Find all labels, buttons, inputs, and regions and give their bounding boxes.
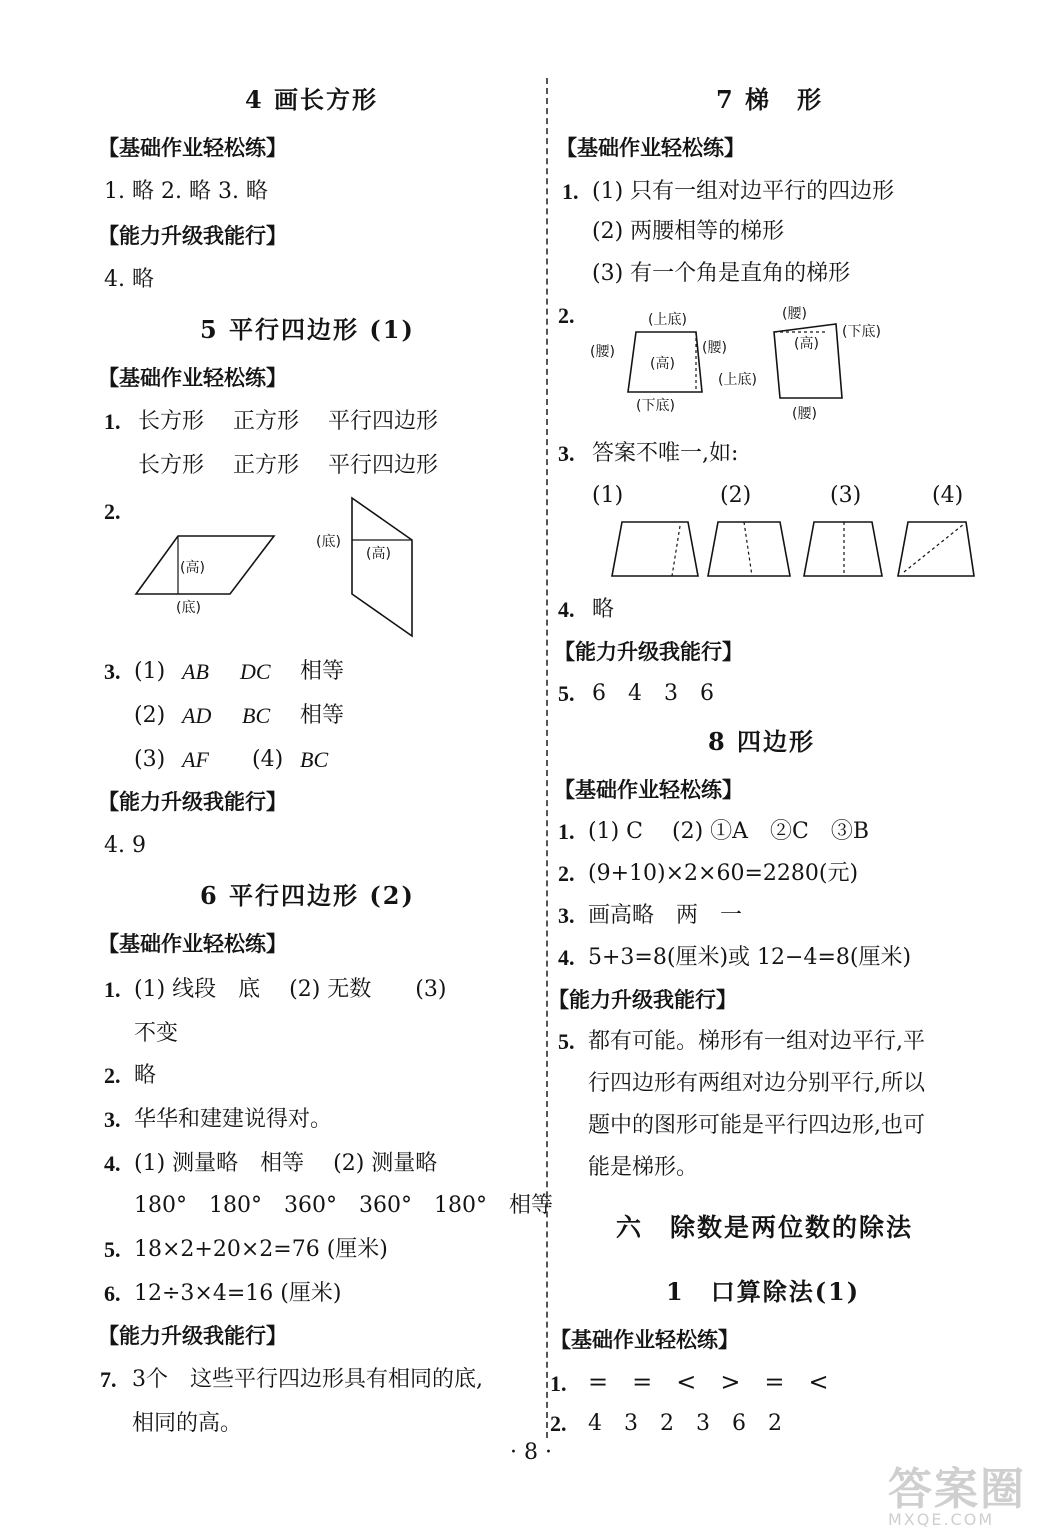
cut-line [672,526,680,576]
question-number: 2. [104,1063,121,1088]
question-number: 1. [562,179,579,204]
figure-label: (3) [830,483,862,508]
basic-heading: 【基础作业轻松练】 [98,365,287,390]
question-number: 7. [100,1367,117,1392]
segment-name: AB [182,659,209,684]
answer-line: 3个 这些平行四边形具有相同的底, [132,1367,483,1392]
height-label: (高) [180,560,205,576]
watermark-url: MXQE.COM [888,1510,995,1529]
answer-line: 4. 9 [104,833,146,858]
unit-6-lesson-title: 1 口算除法(1) [666,1277,861,1306]
answer-label: (4) [252,747,284,772]
answer-label: (2) [134,703,166,728]
answer-text: 相等 [300,703,345,728]
answer-line: 4. 略 [104,267,154,292]
question-number: 2. [550,1411,567,1436]
answer-text: 相等 [300,659,345,684]
figure-label: (2) [720,483,752,508]
answer-line: 不变 [134,1021,179,1046]
base-label: (下底) [842,324,881,340]
section-7-title: 7 梯 形 [716,85,824,114]
answer-line: 答案不唯一,如: [592,441,739,466]
segment-name: BC [300,747,329,772]
basic-heading: 【基础作业轻松练】 [98,931,287,956]
answer-line: 6 4 3 6 [592,681,714,706]
answer-line: (3) 有一个角是直角的梯形 [592,261,851,286]
watermark-text: 答案圈 [888,1464,1026,1515]
question-number: 2. [558,861,575,886]
parallelogram-figures [130,490,430,650]
question-number: 3. [558,903,575,928]
segment-name: BC [242,703,271,728]
answer-line: 华华和建建说得对。 [134,1107,333,1132]
trapezoid-example-3 [804,522,882,576]
trapezoid-example-1 [612,522,698,576]
answer-line: (2) 两腰相等的梯形 [592,219,785,244]
answer-line: 略 [134,1063,157,1088]
question-number: 5. [558,1029,575,1054]
question-number: 1. [558,819,575,844]
leg-label: (腰) [792,406,817,422]
question-number: 5. [104,1237,121,1262]
trapezoid-example-2 [708,522,790,576]
unit-6-title: 六 除数是两位数的除法 [616,1213,914,1242]
question-number: 4. [558,597,575,622]
page-number: · 8 · [510,1440,552,1465]
question-number: 6. [104,1281,121,1306]
question-number: 4. [104,1151,121,1176]
watermark-logo [888,1464,1048,1529]
column-divider [546,78,548,1438]
answer-label: (3) [134,747,166,772]
answer-line: 略 [592,597,615,622]
basic-heading: 【基础作业轻松练】 [554,777,743,802]
answer-line: = = < > = < [588,1368,829,1396]
leg-label: (腰) [590,344,615,360]
base-label: (上底) [718,372,757,388]
leg-label: (腰) [702,340,727,356]
answer-line: 长方形 正方形 平行四边形 [138,453,438,478]
base-label: (上底) [648,312,687,328]
question-number: 1. [104,409,121,434]
figure-label: (1) [592,483,624,508]
ability-heading: 【能力升级我能行】 [98,789,287,814]
ability-heading: 【能力升级我能行】 [548,987,737,1012]
question-number: 1. [550,1371,567,1396]
answer-line: 长方形 正方形 平行四边形 [138,409,438,434]
answer-line: 1. 略 2. 略 3. 略 [104,179,268,204]
answer-line: (1) 只有一组对边平行的四边形 [592,179,895,204]
answer-line: 12÷3×4=16 (厘米) [134,1281,342,1306]
question-number: 4. [558,945,575,970]
answer-line: 相同的高。 [132,1411,243,1436]
base-label: (底) [316,534,341,550]
height-label: (高) [650,356,675,372]
figure-label: (4) [932,483,964,508]
section-8-title: 8 四边形 [708,727,816,756]
answer-line: 180° 180° 360° 360° 180° 相等 [134,1193,553,1218]
section-4-title: 4 画长方形 [245,85,379,114]
answer-line: 18×2+20×2=76 (厘米) [134,1237,388,1262]
parallelogram-b [352,498,412,636]
answer-line: 4 3 2 3 6 2 [588,1411,782,1436]
section-6-title: 6 平行四边形 (2) [200,881,415,910]
height-label: (高) [366,546,391,562]
question-number: 2. [104,499,121,524]
ability-heading: 【能力升级我能行】 [98,1323,287,1348]
answer-line: 5+3=8(厘米)或 12−4=8(厘米) [588,945,912,970]
ability-heading: 【能力升级我能行】 [554,639,743,664]
answer-line: (1) C (2) ①A ②C ③B [588,819,870,844]
trapezoid-figures [584,298,924,428]
segment-name: AF [182,747,209,772]
answer-line: (1) 线段 底 (2) 无数 (3) [134,977,447,1002]
question-number: 1. [104,977,121,1002]
answer-line: 能是梯形。 [588,1155,699,1180]
basic-heading: 【基础作业轻松练】 [550,1327,739,1352]
basic-heading: 【基础作业轻松练】 [556,135,745,160]
question-number: 3. [104,1107,121,1132]
trapezoid-examples [608,518,988,584]
segment-name: DC [240,659,271,684]
leg-label: (腰) [782,306,807,322]
question-number: 3. [558,441,575,466]
answer-line: (1) 测量略 相等 (2) 测量略 [134,1151,438,1176]
answer-line: 画高略 两 一 [588,903,743,928]
answer-line: (9+10)×2×60=2280(元) [588,861,859,886]
height-label: (高) [794,336,819,352]
basic-heading: 【基础作业轻松练】 [98,135,287,160]
question-number: 2. [558,303,575,328]
segment-name: AD [182,703,212,728]
answer-line: 都有可能。梯形有一组对边平行,平 [588,1029,925,1054]
question-number: 3. [104,659,121,684]
answer-line: 行四边形有两组对边分别平行,所以 [588,1071,925,1096]
answer-label: (1) [134,659,166,684]
ability-heading: 【能力升级我能行】 [98,223,287,248]
parallelogram-a [136,536,274,594]
section-5-title: 5 平行四边形 (1) [200,315,415,344]
base-label: (下底) [636,398,675,414]
cut-line [904,524,964,572]
answer-line: 题中的图形可能是平行四边形,也可 [588,1113,925,1138]
base-label: (底) [176,600,201,616]
cut-line [744,522,752,576]
question-number: 5. [558,681,575,706]
